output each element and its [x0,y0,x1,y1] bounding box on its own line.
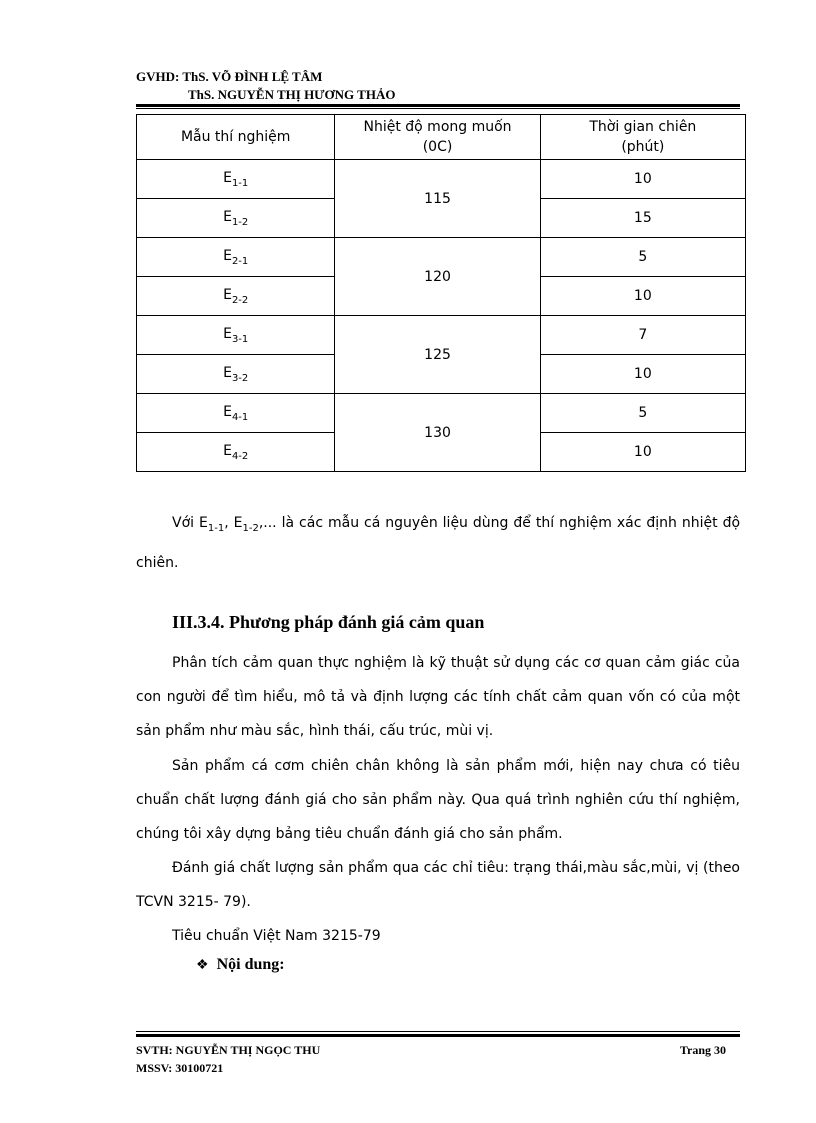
paragraph-4: Tiêu chuẩn Việt Nam 3215-79 [172,928,381,944]
page-header [136,68,395,104]
diamond-bullet-icon: ❖ [196,958,209,973]
header-rule-thin [136,108,740,109]
table-row [137,160,746,199]
footer-rule [136,1034,740,1037]
temperature-cell: 115 [335,160,540,238]
sample-cell: $E_{2-1}$ [137,238,335,277]
table-header-row [137,115,746,160]
header-rule [136,104,740,107]
temperature-cell: 130 [335,394,540,472]
time-cell: 10 [540,160,745,199]
time-cell: 10 [540,277,745,316]
sample-cell: $E_{3-2}$ [137,355,335,394]
bullet-label: Nội dung: [216,956,285,973]
table-header-temperature: Nhiệt độ mong muốn (0C) [335,115,540,160]
temperature-cell: 125 [335,316,540,394]
time-cell: 5 [540,394,745,433]
sample-cell: $E_{1-1}$ [137,160,335,199]
section-heading: III.3.4. Phương pháp đánh giá cảm quan [172,612,485,632]
page-number: Trang 30 [679,1043,726,1057]
paragraph-2: Sản phẩm cá cơm chiên chân không là sản phẩm mới, hiện nay chưa có tiêu chuẩn chất lượng đánh giá cho sản phẩm này. Qua quá trình nghiên cứu thí nghiệm, chúng tôi xây dựng bảng tiêu chuẩn đánh giá cho sản phẩm. [136,758,740,842]
table-row [137,394,746,433]
experiment-table [136,114,746,472]
time-cell: 7 [540,316,745,355]
table-header-sample: Mẫu thí nghiệm [137,115,335,160]
sample-cell: $E_{4-1}$ [137,394,335,433]
paragraph-1: Phân tích cảm quan thực nghiệm là kỹ thuật sử dụng các cơ quan cảm giác của con người để tìm hiểu, mô tả và định lượng các tính chất cảm quan vốn có của một sản phẩm như màu sắc, hình thái, cấu trúc, mùi vị. [136,655,740,739]
sample-cell: $E_{4-2}$ [137,433,335,472]
sample-cell: $E_{3-1}$ [137,316,335,355]
content-bullet [196,956,285,974]
table-note: Với $E_{1-1}$, $E_{1-2}$,... là các mẫu cá nguyên liệu dùng để thí nghiệm xác định nhiệt độ chiên. [136,515,741,571]
temperature-cell: 120 [335,238,540,316]
time-cell: 10 [540,355,745,394]
sample-cell: $E_{2-2}$ [137,277,335,316]
footer-student-id: MSSV: 30100721 [136,1061,224,1075]
footer-student-name: SVTH: NGUYỄN THỊ NGỌC THU [136,1043,321,1057]
time-cell: 5 [540,238,745,277]
footer-rule-thin [136,1031,740,1032]
table-header-time: Thời gian chiên (phút) [540,115,745,160]
time-cell: 10 [540,433,745,472]
table-row [137,238,746,277]
table-row [137,316,746,355]
page-footer [136,1041,740,1077]
header-advisor-2: ThS. NGUYỄN THỊ HƯƠNG THẢO [188,87,396,102]
header-advisor-1: GVHD: ThS. VÕ ĐÌNH LỆ TÂM [136,69,323,84]
time-cell: 15 [540,199,745,238]
sample-cell: $E_{1-2}$ [137,199,335,238]
paragraph-3: Đánh giá chất lượng sản phẩm qua các chỉ tiêu: trạng thái,màu sắc,mùi, vị (theo TCVN 3215- 79). [136,860,740,910]
